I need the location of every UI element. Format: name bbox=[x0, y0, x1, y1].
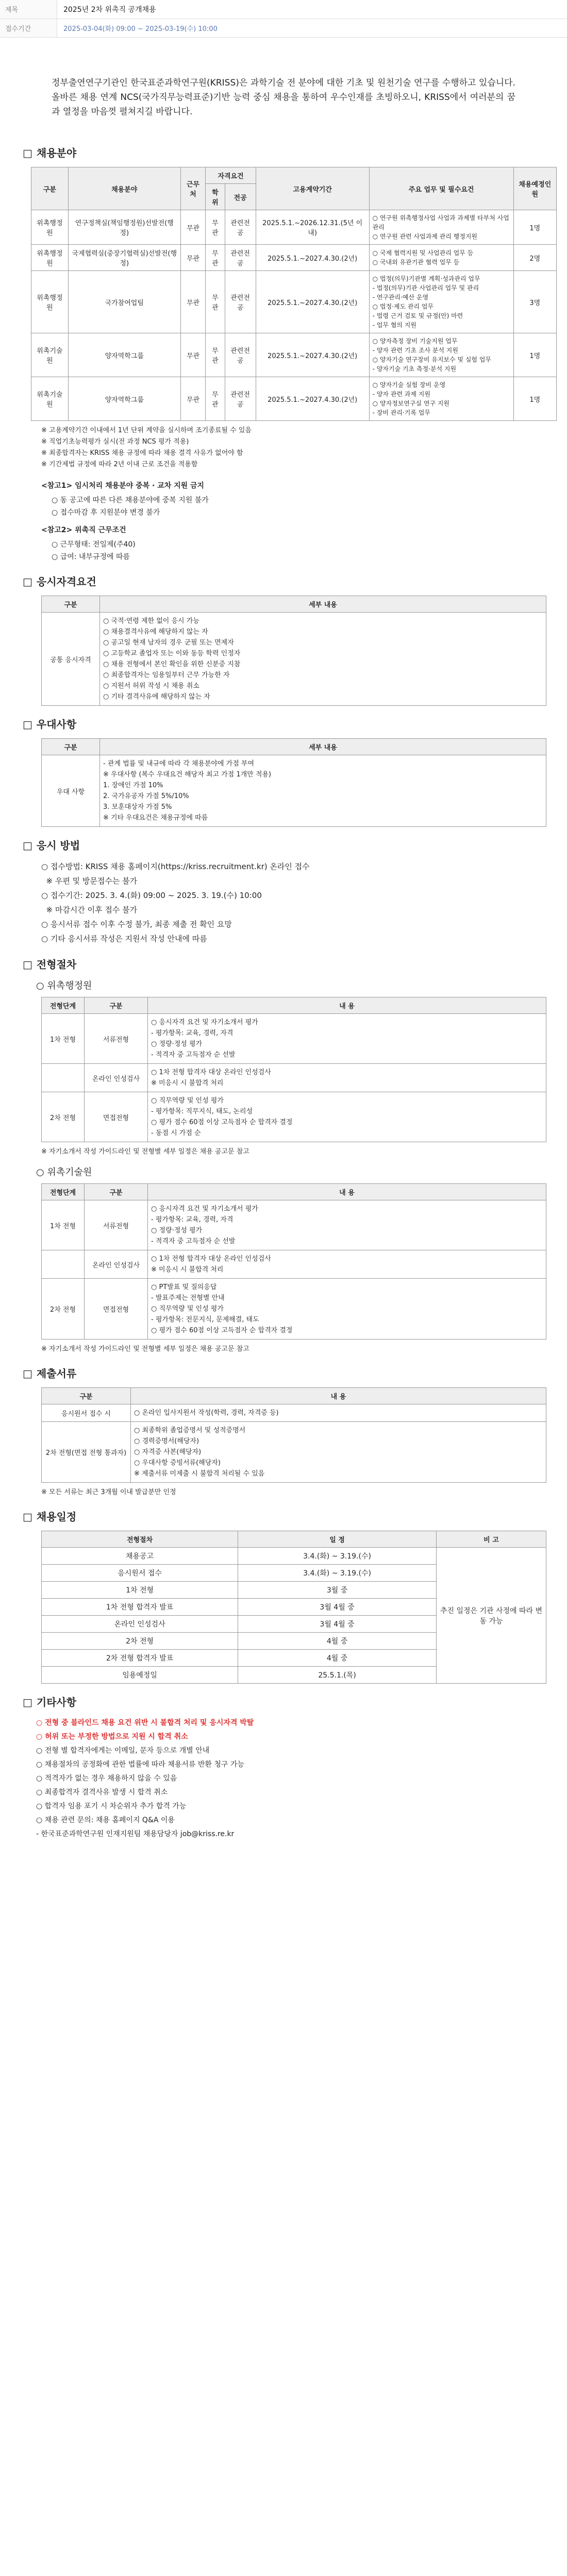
header-title-row bbox=[0, 0, 567, 19]
recruit-duty: ○ 법정(의무)기관별 계획·성과관리 업무 - 법정(의무)기관 사업관리 업무 및 관리 - 연구관리·예산 운영 ○ 법정·제도 관리 업무 - 법령 근거 검토 및 규정(안) 마련 - 업무 협의 지원 bbox=[369, 271, 513, 333]
th-period: 고용계약기간 bbox=[256, 167, 369, 210]
th-stage: 전형단계 bbox=[42, 997, 85, 1014]
recruit-row bbox=[31, 271, 557, 333]
process-row bbox=[42, 1014, 546, 1064]
recruit-row bbox=[31, 210, 557, 245]
process-content: ○ 직무역량 및 인성 평가 - 평가항목: 직무지식, 태도, 논리성 ○ 평가 점수 60점 이상 고득점자 순 합격자 결정 - 동점 시 가점 순 bbox=[148, 1092, 546, 1142]
misc-line: ○ 최종합격자 결격사유 발생 시 합격 취소 bbox=[36, 1788, 168, 1797]
recruit-group: 위촉행정원 bbox=[31, 245, 69, 271]
schedule-remark: 추진 일정은 기관 사정에 따라 변동 가능 bbox=[437, 1548, 546, 1684]
process-stage: 1차 전형 bbox=[42, 1014, 85, 1064]
misc-line: ○ 적격자가 없는 경우 채용하지 않을 수 있음 bbox=[36, 1774, 177, 1783]
post-body bbox=[0, 38, 567, 2576]
recruit-period: 2025.5.1.~2027.4.30.(2년) bbox=[256, 245, 369, 271]
section-title-recruit-fields: □ 채용분야 bbox=[21, 145, 546, 160]
section-title-eligibility: □ 응시자격요건 bbox=[21, 573, 546, 588]
recruit-major: 관련전공 bbox=[225, 377, 256, 421]
document-content: ○ 최종학위 졸업증명서 및 성적증명서 ○ 경력증명서(해당자) ○ 자격증 사본(해당자) ○ 우대사항 증빙서류(해당자) ※ 제출서류 미제출 시 불합격 처리될 수 있음 bbox=[131, 1422, 546, 1483]
recruit-row bbox=[31, 333, 557, 377]
th-group: 구분 bbox=[31, 167, 69, 210]
schedule-step: 1차 전형 합격자 발표 bbox=[42, 1599, 238, 1616]
recruit-field: 양자역학그룹 bbox=[68, 377, 180, 421]
recruit-row bbox=[31, 245, 557, 271]
process-type: 면접전형 bbox=[85, 1279, 148, 1340]
process-row bbox=[42, 1064, 546, 1092]
process-stage: 2차 전형 bbox=[42, 1092, 85, 1142]
process-stage bbox=[42, 1250, 85, 1279]
process-admin-note: ※ 자기소개서 작성 가이드라인 및 전형별 세부 일정은 채용 공고문 참고 bbox=[41, 1148, 249, 1156]
recruit-degree: 무관 bbox=[206, 377, 225, 421]
recruit-degree: 무관 bbox=[206, 245, 225, 271]
recruit-count: 1명 bbox=[513, 377, 556, 421]
post-title: 2025년 2차 위촉직 공개채용 bbox=[63, 6, 156, 14]
process-row bbox=[42, 1200, 546, 1250]
recruit-degree: 무관 bbox=[206, 271, 225, 333]
apply-line: ※ 마감시간 이후 접수 불가 bbox=[41, 905, 138, 914]
document-row bbox=[42, 1422, 546, 1483]
misc-line: ○ 전형 별 합격자에게는 이메일, 문자 등으로 개별 안내 bbox=[36, 1747, 210, 1755]
ref2-title: <참고2> 위촉직 근무조건 bbox=[41, 526, 126, 534]
schedule-step: 1차 전형 bbox=[42, 1582, 238, 1599]
preference-table bbox=[41, 738, 546, 827]
th-duty: 주요 업무 및 필수요건 bbox=[369, 167, 513, 210]
pref-content: - 관계 법률 및 내규에 따라 각 채용분야에 가점 부여 ※ 우대사항 (복수 우대요건 해당자 최고 가점 1개만 적용) 1. 장애인 가점 10% 2. 국가유공자 가점 5%/10% 3. 보훈대상자 가점 5% ※ 기타 우대요건은 채용규정에 따름 bbox=[100, 755, 546, 827]
th-degree: 학위 bbox=[206, 184, 225, 210]
process-tech-note: ※ 자기소개서 작성 가이드라인 및 전형별 세부 일정은 채용 공고문 참고 bbox=[41, 1345, 249, 1353]
section-title-schedule: □ 채용일정 bbox=[21, 1509, 546, 1523]
schedule-date: 4월 중 bbox=[238, 1650, 437, 1667]
recruit-group: 위촉행정원 bbox=[31, 210, 69, 245]
section-title-apply: □ 응시 방법 bbox=[21, 837, 546, 852]
process-type: 면접전형 bbox=[85, 1092, 148, 1142]
document-type: 2차 전형(면접 전형 통과자) bbox=[42, 1422, 131, 1483]
process-type: 서류전형 bbox=[85, 1200, 148, 1250]
recruit-note: ※ 고용계약기간 이내에서 1년 단위 계약을 실시하며 조기종료될 수 있음 bbox=[41, 427, 252, 434]
th-pref-type: 구분 bbox=[42, 739, 100, 755]
th-date: 일 정 bbox=[238, 1531, 437, 1548]
recruit-count: 1명 bbox=[513, 333, 556, 377]
recruit-note: ※ 기간제법 규정에 따라 2년 이내 근로 조건을 적용함 bbox=[41, 461, 198, 468]
recruit-count: 2명 bbox=[513, 245, 556, 271]
title-label: 제목 bbox=[0, 0, 57, 19]
recruit-field: 양자역학그룹 bbox=[68, 333, 180, 377]
schedule-date: 4월 중 bbox=[238, 1633, 437, 1650]
process-stage: 2차 전형 bbox=[42, 1279, 85, 1340]
process-tech-table bbox=[41, 1183, 546, 1340]
apply-line: ○ 접수기간: 2025. 3. 4.(화) 09:00 ~ 2025. 3. 19.(수) 10:00 bbox=[41, 891, 262, 900]
th-step: 전형절차 bbox=[42, 1531, 238, 1548]
period-label: 접수기간 bbox=[0, 19, 57, 37]
process-stage bbox=[42, 1064, 85, 1092]
process-content: ○ 응시자격 요건 및 자기소개서 평가 - 평가항목: 교육, 경력, 자격 ○ 정량·정성 평가 - 적격자 중 고득점자 순 선발 bbox=[148, 1014, 546, 1064]
th-doc-type: 구분 bbox=[42, 1388, 131, 1404]
th-content: 내 용 bbox=[148, 1184, 546, 1200]
process-tech-subtitle: ○ 위촉기술원 bbox=[36, 1167, 92, 1178]
recruit-major: 관련전공 bbox=[225, 210, 256, 245]
schedule-date: 3.4.(화) ~ 3.19.(수) bbox=[238, 1548, 437, 1565]
apply-line: ※ 우편 및 방문접수는 불가 bbox=[41, 876, 138, 886]
th-num: 채용예정인원 bbox=[513, 167, 556, 210]
recruit-major: 관련전공 bbox=[225, 333, 256, 377]
section-title-documents: □ 제출서류 bbox=[21, 1365, 546, 1380]
header-period-row bbox=[0, 19, 567, 38]
misc-list bbox=[36, 1716, 531, 1841]
process-row bbox=[42, 1250, 546, 1279]
schedule-step: 온라인 인성검사 bbox=[42, 1616, 238, 1633]
apply-method bbox=[41, 859, 526, 946]
process-type: 온라인 인성검사 bbox=[85, 1064, 148, 1092]
schedule-table bbox=[41, 1531, 546, 1684]
recruit-group: 위촉기술원 bbox=[31, 333, 69, 377]
schedule-step: 2차 전형 합격자 발표 bbox=[42, 1650, 238, 1667]
th-type: 구분 bbox=[85, 997, 148, 1014]
schedule-step: 2차 전형 bbox=[42, 1633, 238, 1650]
recruit-duty: ○ 연구원 위촉행정사업 사업과 과제별 타부처 사업관리 ○ 연구원 관련 사업과제 관리 행정지원 bbox=[369, 210, 513, 245]
recruit-table bbox=[31, 167, 557, 421]
period-value: 2025-03-04(화) 09:00 ~ 2025-03-19(수) 10:00 bbox=[63, 25, 218, 33]
schedule-date: 3월 4월 중 bbox=[238, 1599, 437, 1616]
elig-label: 공통 응시자격 bbox=[42, 613, 100, 706]
recruit-count: 1명 bbox=[513, 210, 556, 245]
recruit-degree: 무관 bbox=[206, 333, 225, 377]
process-content: ○ 1차 전형 합격자 대상 온라인 인성검사 ※ 미응시 시 불합격 처리 bbox=[148, 1064, 546, 1092]
misc-line: ○ 합격자 임용 포기 시 차순위자 추가 합격 가능 bbox=[36, 1802, 187, 1810]
misc-line: - 한국표준과학연구원 인재지원팀 채용담당자 job@kriss.re.kr bbox=[36, 1830, 235, 1838]
th-elig-detail: 세부 내용 bbox=[100, 596, 546, 613]
process-content: ○ PT발표 및 질의응답 - 발표주제는 전형별 안내 ○ 직무역량 및 인성 평가 - 평가항목: 전문지식, 문제해결, 태도 ○ 평가 점수 60점 이상 고득점자 순 합격자 결정 bbox=[148, 1279, 546, 1340]
recruit-location: 무관 bbox=[180, 377, 206, 421]
process-type: 온라인 인성검사 bbox=[85, 1250, 148, 1279]
recruit-group: 위촉행정원 bbox=[31, 271, 69, 333]
misc-warning: ○ 허위 또는 부정한 방법으로 지원 시 합격 취소 bbox=[36, 1733, 188, 1741]
document-row bbox=[42, 1404, 546, 1422]
th-doc-content: 내 용 bbox=[131, 1388, 546, 1404]
section-title-preference: □ 우대사항 bbox=[21, 716, 546, 731]
apply-line: ○ 기타 응시서류 작성은 지원서 작성 안내에 따름 bbox=[41, 934, 207, 943]
recruit-duty: ○ 양자측정 장비 기술지원 업무 - 양자 관련 기초 조사 분석 지원 ○ 양자기술 연구장비 유지보수 및 실험 업무 - 양자기술 기초 측정·분석 지원 bbox=[369, 333, 513, 377]
eligibility-table bbox=[41, 596, 546, 706]
th-field: 채용분야 bbox=[68, 167, 180, 210]
recruit-note: ※ 직업기초능력평가 실시(전 과정 NCS 평가 적용) bbox=[41, 438, 189, 446]
recruit-field: 연구정책실(책임행정원)선발전(행정) bbox=[68, 210, 180, 245]
recruit-period: 2025.5.1.~2027.4.30.(2년) bbox=[256, 333, 369, 377]
misc-warning: ○ 전형 중 블라인드 채용 요건 위반 시 불합격 처리 및 응시자격 박탈 bbox=[36, 1719, 254, 1727]
th-location: 근무처 bbox=[180, 167, 206, 210]
schedule-date: 3.4.(화) ~ 3.19.(수) bbox=[238, 1565, 437, 1582]
process-row bbox=[42, 1279, 546, 1340]
schedule-step: 임용예정일 bbox=[42, 1667, 238, 1684]
th-req: 자격요건 bbox=[206, 167, 256, 184]
reference-boxes bbox=[41, 480, 526, 563]
recruit-note: ※ 최종합격자는 KRISS 채용 규정에 따라 채용 결격 사유가 없어야 함 bbox=[41, 449, 243, 457]
recruit-major: 관련전공 bbox=[225, 271, 256, 333]
ref2-item: ○ 급여: 내부규정에 따름 bbox=[52, 553, 130, 561]
process-admin-subtitle: ○ 위촉행정원 bbox=[36, 980, 92, 991]
th-content: 내 용 bbox=[148, 997, 546, 1014]
process-content: ○ 응시자격 요건 및 자기소개서 평가 - 평가항목: 교육, 경력, 자격 ○ 정량·정성 평가 - 적격자 중 고득점자 순 선발 bbox=[148, 1200, 546, 1250]
misc-line: ○ 채용 관련 문의: 채용 홈페이지 Q&A 이용 bbox=[36, 1816, 175, 1824]
recruit-duty: ○ 국제 협력지원 및 사업관리 업무 등 ○ 국내외 유관기관 협력 업무 등 bbox=[369, 245, 513, 271]
intro-text: 정부출연연구기관인 한국표준과학연구원(KRISS)은 과학기술 전 분야에 대한 기초 및 원천기술 연구를 수행하고 있습니다. 올바른 채용 연계 NCS(국가직무능력표준)기반 능력 중심 채용을 통하여 우수인재를 초빙하오니, KRISS에서 여러분의 꿈과 열정을 마음껏 펼쳐지길 바랍니다. bbox=[52, 78, 515, 117]
recruit-location: 무관 bbox=[180, 333, 206, 377]
recruit-count: 3명 bbox=[513, 271, 556, 333]
recruit-notes bbox=[41, 425, 526, 470]
recruit-duty: ○ 양자기술 실험 장비 운영 - 양자 관련 과제 지원 ○ 양자정보연구실 연구 지원 - 장비 관리·기록 업무 bbox=[369, 377, 513, 421]
recruit-location: 무관 bbox=[180, 245, 206, 271]
section-title-process: □ 전형절차 bbox=[21, 956, 546, 971]
apply-line: ○ 접수방법: KRISS 채용 홈페이지(https://kriss.recruitment.kr) 온라인 접수 bbox=[41, 862, 310, 871]
recruit-group: 위촉기술원 bbox=[31, 377, 69, 421]
recruit-location: 무관 bbox=[180, 210, 206, 245]
process-admin-table bbox=[41, 997, 546, 1142]
process-content: ○ 1차 전형 합격자 대상 온라인 인성검사 ※ 미응시 시 불합격 처리 bbox=[148, 1250, 546, 1279]
ref1-item: ○ 동 공고에 따른 다른 채용분야에 중복 지원 불가 bbox=[52, 496, 209, 504]
recruit-field: 국제협력실(중장기협력실)선발전(행정) bbox=[68, 245, 180, 271]
process-row bbox=[42, 1092, 546, 1142]
recruit-period: 2025.5.1.~2027.4.30.(2년) bbox=[256, 377, 369, 421]
recruit-row bbox=[31, 377, 557, 421]
schedule-step: 채용공고 bbox=[42, 1548, 238, 1565]
section-title-misc: □ 기타사항 bbox=[21, 1694, 546, 1709]
schedule-date: 3월 중 bbox=[238, 1582, 437, 1599]
ref1-item: ○ 접수마감 후 지원분야 변경 불가 bbox=[52, 509, 160, 517]
recruit-major: 관련전공 bbox=[225, 245, 256, 271]
ref2-list bbox=[52, 538, 526, 563]
recruit-period: 2025.5.1.~2026.12.31.(5년 이내) bbox=[256, 210, 369, 245]
document-content: ○ 온라인 입사지원서 작성(학력, 경력, 자격증 등) bbox=[131, 1404, 546, 1422]
document-type: 응시원서 접수 시 bbox=[42, 1404, 131, 1422]
misc-line: ○ 채용절차의 공정화에 관한 법률에 따라 채용서류 반환 청구 가능 bbox=[36, 1760, 244, 1769]
ref1-title: <참고1> 임시처리 채용분야 중복 · 교차 지원 금지 bbox=[41, 482, 205, 490]
schedule-step: 응시원서 접수 bbox=[42, 1565, 238, 1582]
recruit-period: 2025.5.1.~2027.4.30.(2년) bbox=[256, 271, 369, 333]
pref-label: 우대 사항 bbox=[42, 755, 100, 827]
recruit-field: 국가참여업팀 bbox=[68, 271, 180, 333]
documents-table bbox=[41, 1387, 546, 1483]
schedule-date: 25.5.1.(목) bbox=[238, 1667, 437, 1684]
process-type: 서류전형 bbox=[85, 1014, 148, 1064]
recruit-location: 무관 bbox=[180, 271, 206, 333]
ref2-item: ○ 근무형태: 전일제(주40) bbox=[52, 540, 136, 549]
schedule-date: 3월 4월 중 bbox=[238, 1616, 437, 1633]
elig-content: ○ 국적·연령 제한 없이 응시 가능 ○ 채용결격사유에 해당하지 않는 자 ○ 공고일 현재 남자의 경우 군필 또는 면제자 ○ 고등학교 졸업자 또는 이와 동등 학력 인정자 ○ 채용 전형에서 본인 확인을 위한 신분증 지참 ○ 최종합격자는 임용일부터 근무 가능한 자 ○ 지원서 허위 작성 시 채용 취소 ○ 기타 결격사유에 해당하지 않는 자 bbox=[100, 613, 546, 706]
schedule-row bbox=[42, 1548, 546, 1565]
ref1-list bbox=[52, 494, 526, 519]
th-major: 전공 bbox=[225, 184, 256, 210]
th-type: 구분 bbox=[85, 1184, 148, 1200]
process-stage: 1차 전형 bbox=[42, 1200, 85, 1250]
th-remark: 비 고 bbox=[437, 1531, 546, 1548]
apply-line: ○ 응시서류 접수 이후 수정 불가, 최종 제출 전 확인 요망 bbox=[41, 920, 232, 929]
documents-note: ※ 모든 서류는 최근 3개월 이내 발급분만 인정 bbox=[41, 1488, 176, 1496]
recruit-degree: 무관 bbox=[206, 210, 225, 245]
th-stage: 전형단계 bbox=[42, 1184, 85, 1200]
th-elig-type: 구분 bbox=[42, 596, 100, 613]
th-pref-detail: 세부 내용 bbox=[100, 739, 546, 755]
